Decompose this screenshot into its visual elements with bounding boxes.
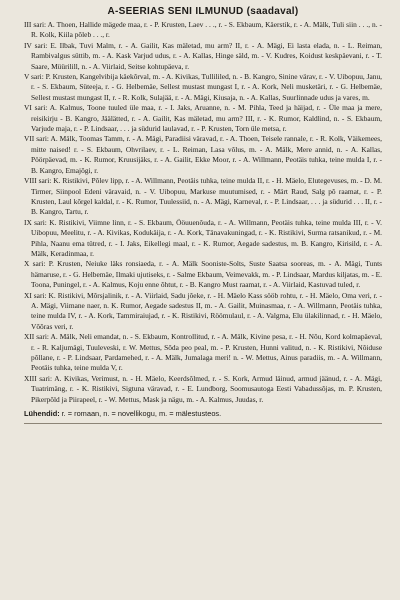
legend-label: Lühendid: bbox=[24, 409, 60, 419]
series-entry: XIII sari: A. Kivikas, Verimust, n. - H. Mäelo, Keerdsõlmed, r. - S. Kork, Armud läinud, armud jäänud, r. - A. Mägi, Tuatrimäng, r. - K. Ristikivi, Sigtuna väravad, r. - E. Lundborg, Soomusautoga Eesti Vabadussõjas, m. P. Krusten, Pikerpõld ja Piirapeel, r. - W. Mettus, Mask ja nägu, m. - A. Kalmus, Juudas, r. bbox=[24, 373, 382, 404]
series-entry: XI sari: K. Ristikivi, Mõrsjalinik, r. - A. Viirlaid, Sadu jõeke, r. - H. Mäelo Kass sööb rohtu, r. - H. Mäelo, Oma veri, r. - A. Mägi, Viimane naer, n. K. Rumor, Aegade sadestus II, m. - A. Gailit, Muinasmaa, r. - A. Willmann, Peotäis tuhka, teine mulda IV, r. - A. Kork, Tammiraiujad, r. - K. Ristikivi, Röömulaul, r. - A. Valgma, Elu ülakilinnad, r. - H. Mäelo, Võõras veri, r. bbox=[24, 290, 382, 331]
legend-items: r. = romaan, n. = novellikogu, m. = mälestusteos. bbox=[61, 409, 222, 419]
series-entry: IV sari: E. Ilbak, Tuvi Malm, r. - A. Gailit, Kas mäletad, mu arm? II, r. - A. Mägi, Ei lasta elada, n. - L. Reiman, Rambivalgus süttib, m. - A. Kask Varjud udus, r. - A. Kallas, Hinge säld, m. - V. Kudres, Koidust keskpäevani, r. - T. Saare, Müürilill, n. - A. Viirlaid, Seitse kohtupäeva, r. bbox=[24, 40, 382, 71]
series-entry: XII sari: A. Mälk, Neli emandat, n. - S. Ekbaum, Kontrollitud, r. - A. Mälk, Kivine pesa, r. - H. Nõu, Kord kolmapäeval, r. - R. Kaljumägi, Tuuleveski, r. W. Mettus, Sõda peo peal, m. - P. Krusten, Hunni valitud, n. - K. Ristikivi, Nõiduse põllane, r. - P. Lindsaar, Pardamehed, r. - A. Mälk, Jumalaga meri! n. - W. Mettus, Ainus paradiis, m. - A. Willmann, Peotäis tuhka, teine mulda V, r. bbox=[24, 332, 382, 373]
series-entry: III sari: A. Thoen, Hallide mägede maa, r. - P. Krusten, Laev . . ., r. - S. Ekbaum, Käerstik, r. - A. Mälk, Tuli siin . . ., n. - R. Kolk, Kiila põleb . . ., r. bbox=[24, 20, 382, 40]
series-entry: IX sari: K. Ristikivi, Viimne linn, r. - S. Ekbaum, Ööuuenõuda, r. - A. Willmann, Peotäis tuhka, teine mulda III, r. - V. Uibopuu, Meelitu, r. - A. Kivikas, Kodukäija, r. - A. Kork, Tänavakuningad, r. - K. Ristikivi, Surma ratsanikud, r. - M. Pihla, Naanu ema tütred, r. - I. Jaks, Eikellegi maal, r. - K. Rumor, Aegade sadestus, m. B. Kangro, Kirisild, r. - A. Mälk, Keradinmaa, r. bbox=[24, 217, 382, 258]
series-list bbox=[24, 20, 382, 405]
series-entry: VII sari: A. Mälk, Toomas Tamm, r. - A. Mägi, Paradiisi väravad, r. - A. Thoen, Teisele rannale, r. - R. Kolk, Väikemees, mitte naised! r. - S. Ekbaum, Ohvrilaev, r. - L. Reiman, Lasa võlus, m. - A. Mälk, Mere annid, n. - A. Kallas, Pöörpäevad, m. - K. Rumor, Kruusijäks, r. - A. Gailit, Ekke Moor, r. - A. Willmann, Peotäis tuhka, teine mulda I, r. - B. Kangro, Emajõgi, r. bbox=[24, 134, 382, 175]
series-entry: X sari: P. Krusten, Neiuke läks ronsiaeda, r. - A. Mälk Sooniste-Solts, Suste Saatsa sooreas, m. - A. Mägi, Tunts hämaruse, r. - G. Helbemäe, Ilmaki ujutiseks, r. - Salme Ekbaum, Veimevakk, m. - P. Lindsaar, Mardus kiljatas, m. - E. Toona, Puningel, r. - A. Kalmus, Koju enne õhtut, r. - B. Kangro Must raamat, r. - A. Viirlaid, Kastuvad tuled, r. bbox=[24, 259, 382, 290]
abbreviation-legend bbox=[24, 409, 382, 419]
series-entry: VI sari: A. Kalmus, Toone tuuled üle maa, r. - I. Jaks, Aruanne, n. - M. Pihla, Teed ja häijad, r. - Üle maa ja mere, reisikirju - B. Kangro, Jäälätted, r. - A. Gailit, Kas mäletad, mu arm? III, r. - K. Rumor, Kaldlind, n. - S. Ekbaum, Varjude maja, r. - P. Lindsaar, . . . ja südurid laulavad, r. - P. Krusten, Torn üle metsa, r. bbox=[24, 103, 382, 134]
bottom-rule bbox=[24, 423, 382, 424]
series-entry: VIII sari: K. Ristikivi, Põlev lipp, r. - A. Willmann, Peotäis tuhka, teine mulda II, r. - H. Mäelo, Elutegevuses, m. - D. M. Tirmer, Siinpool Edeni väravaid, n. - V. Uibopuu, Markuse muutumised, r. - Märt Raud, Salg põ raamat, r. - P. Krusten, Laul kõrgel kaldal, r. - K. Rumor, Tuulessiid, n. - A. Mägi, Karneval, r. - P. Lindsaar, . . . ja südurid . . . II, r. - B. Kangro, Tartu, r. bbox=[24, 176, 382, 217]
page-title: A-SEERIAS SENI ILMUNUD (saadaval) bbox=[107, 6, 299, 17]
series-entry: V sari: P. Krusten, Kangelvibija käekõrval, m. - A. Kivikas, Tullililed, n. - B. Kangro, Sinine värav, r. - V. Uibopuu, Janu, r. - S. Ekbaum, Süteeja, r. - G. Helbemäe, Sellest mustast mungast I, r. - A. Kork, Neli musketäri, r. - G. Helbemäe, Sellest mustast mungast II, r. - R. Kolk, Sulajää, r. - A. Mägi, Kiusaja, n. - A. Kallas, Suurlinnade udus ja vares, m. bbox=[24, 72, 382, 102]
